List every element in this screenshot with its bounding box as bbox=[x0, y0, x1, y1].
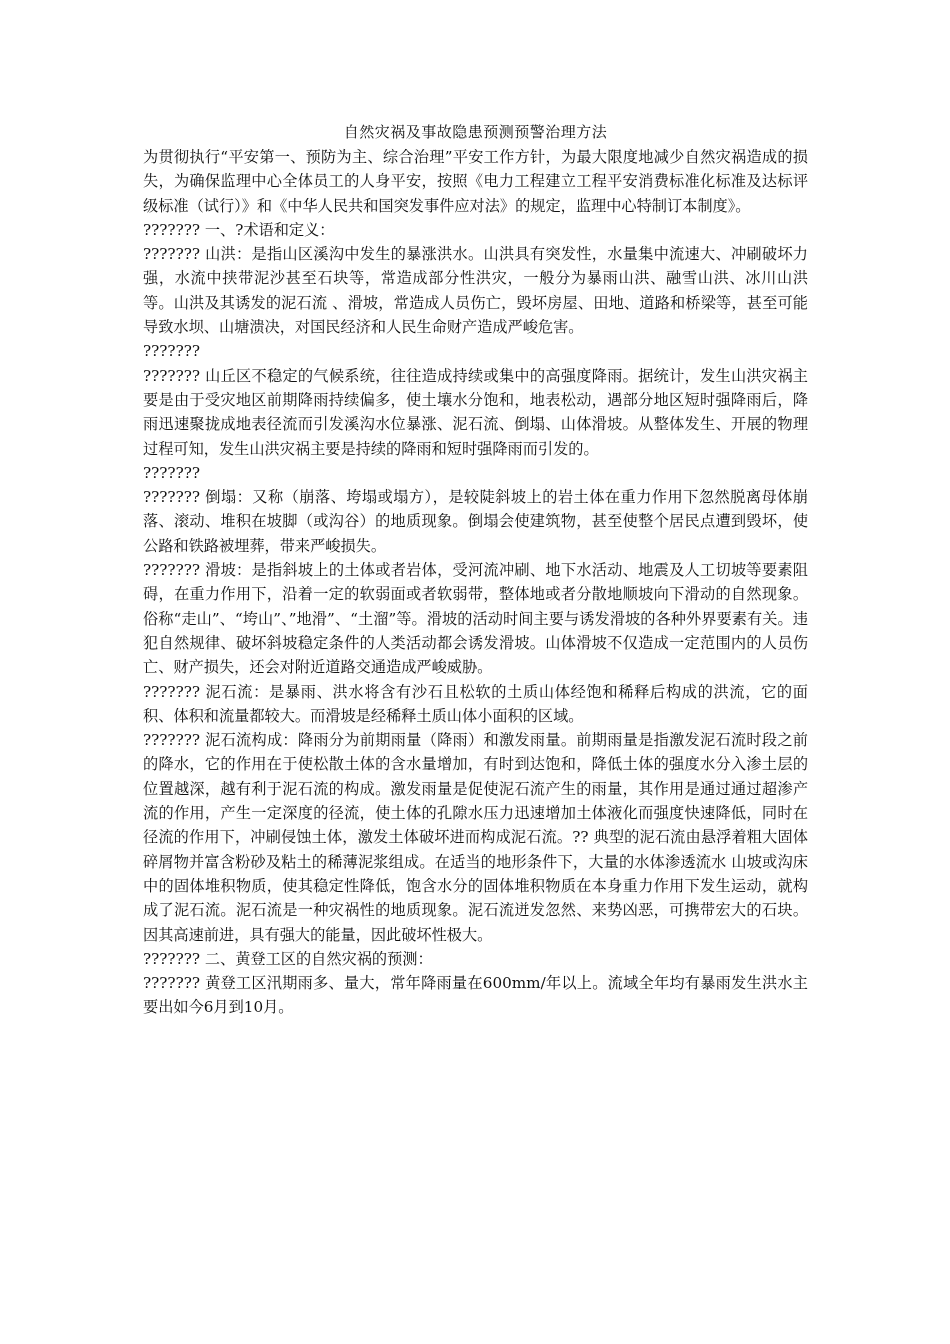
paragraph-intro: 为贯彻执行“平安第一、预防为主、综合治理”平安工作方针，为最大限度地减少自然灾祸造成的损失，为确保监理中心全体员工的人身平安，按照《电力工程建立工程平安消费标准化标准及达标评级标准（试行）》和《中华人民共和国突发事件应对法》的规定，监理中心特制订本制度》。 bbox=[143, 148, 808, 215]
heading-terms-definitions: ??????? 一、?术语和定义： bbox=[143, 220, 335, 239]
paragraph-flash-flood: ??????? 山洪：是指山区溪沟中发生的暴涨洪水。山洪具有突发性，水量集中流速大、冲刷破坏力强，水流中挟带泥沙甚至石块等，常造成部分性洪灾，一般分为暴雨山洪、融雪山洪、冰川山洪等。山洪及其诱发的泥石流 、滑坡，常造成人员伤亡，毁坏房屋、田地、道路和桥梁等，甚至可能导致水坝、山塘溃决，对国民经济和人民生命财产造成严峻危害。 bbox=[143, 245, 808, 337]
paragraph-placeholder: ??????? bbox=[143, 342, 200, 361]
document-page bbox=[143, 120, 808, 1020]
heading-disaster-prediction: ??????? 二、黄登工区的自然灾祸的预测： bbox=[143, 949, 433, 968]
paragraph-placeholder: ??????? bbox=[143, 463, 200, 482]
paragraph-debris-flow: ??????? 泥石流：是暴雨、洪水将含有沙石且松软的土质山体经饱和稀释后构成的洪流，它的面积、体积和流量都较大。而滑坡是经稀释土质山体小面积的区域。 bbox=[143, 682, 808, 725]
document-title: 自然灾祸及事故隐患预测预警治理方法 bbox=[343, 123, 608, 141]
paragraph-collapse: ??????? 倒塌：又称（崩落、垮塌或塌方），是较陡斜坡上的岩土体在重力作用下忽然脱离母体崩落、滚动、堆积在坡脚（或沟谷）的地质现象。倒塌会使建筑物，甚至使整个居民点遭到毁坏，使公路和铁路被埋葬，带来严峻损失。 bbox=[143, 488, 808, 555]
paragraph-rainfall-stats: ??????? 黄登工区汛期雨多、量大，常年降雨量在600mm/年以上。流域全年均有暴雨发生洪水主要出如今6月到10月。 bbox=[143, 974, 808, 1017]
paragraph-climate-rainfall: ??????? 山丘区不稳定的气候系统，往往造成持续或集中的高强度降雨。据统计，发生山洪灾祸主要是由于受灾地区前期降雨持续偏多，使土壤水分饱和，地表松动，遇部分地区短时强降雨后，降雨迅速聚拢成地表径流而引发溪沟水位暴涨、泥石流、倒塌、山体滑坡。从整体发生、开展的物理过程可知，发生山洪灾祸主要是持续的降雨和短时强降雨而引发的。 bbox=[143, 366, 808, 458]
paragraph-landslide: ??????? 滑坡：是指斜坡上的土体或者岩体，受河流冲刷、地下水活动、地震及人工切坡等要素阻碍，在重力作用下，沿着一定的软弱面或者软弱带，整体地或者分散地顺坡向下滑动的自然现象。俗称“走山”、“垮山”、”地滑”、“土溜”等。滑坡的活动时间主要与诱发滑坡的各种外界要素有关。违犯自然规律、破坏斜坡稳定条件的人类活动都会诱发滑坡。山体滑坡不仅造成一定范围内的人员伤亡、财产损失，还会对附近道路交通造成严峻威胁。 bbox=[143, 561, 808, 677]
paragraph-debris-flow-formation: ??????? 泥石流构成：降雨分为前期雨量（降雨）和激发雨量。前期雨量是指激发泥石流时段之前的降水，它的作用在于使松散土体的含水量增加，有时到达饱和，降低土体的强度水分入渗土层的位置越深，越有利于泥石流的构成。激发雨量是促使泥石流产生的雨量，其作用是通过通过超渗产流的作用，产生一定深度的径流，使土体的孔隙水压力迅速增加土体液化而强度快速降低，同时在径流的作用下，冲刷侵蚀土体，激发土体破坏进而构成泥石流。?? 典型的泥石流由悬浮着粗大固体碎屑物并富含粉砂及粘土的稀薄泥浆组成。在适当的地形条件下，大量的水体渗透流水 山坡或沟床中的固体堆积物质，使其稳定性降低，饱含水分的固体堆积物质在本身重力作用下发生运动，就构成了泥石流。泥石流是一种灾祸性的地质现象。泥石流迸发忽然、来势凶恶，可携带宏大的石块。因其高速前进，具有强大的能量，因此破坏性极大。 bbox=[143, 731, 808, 944]
